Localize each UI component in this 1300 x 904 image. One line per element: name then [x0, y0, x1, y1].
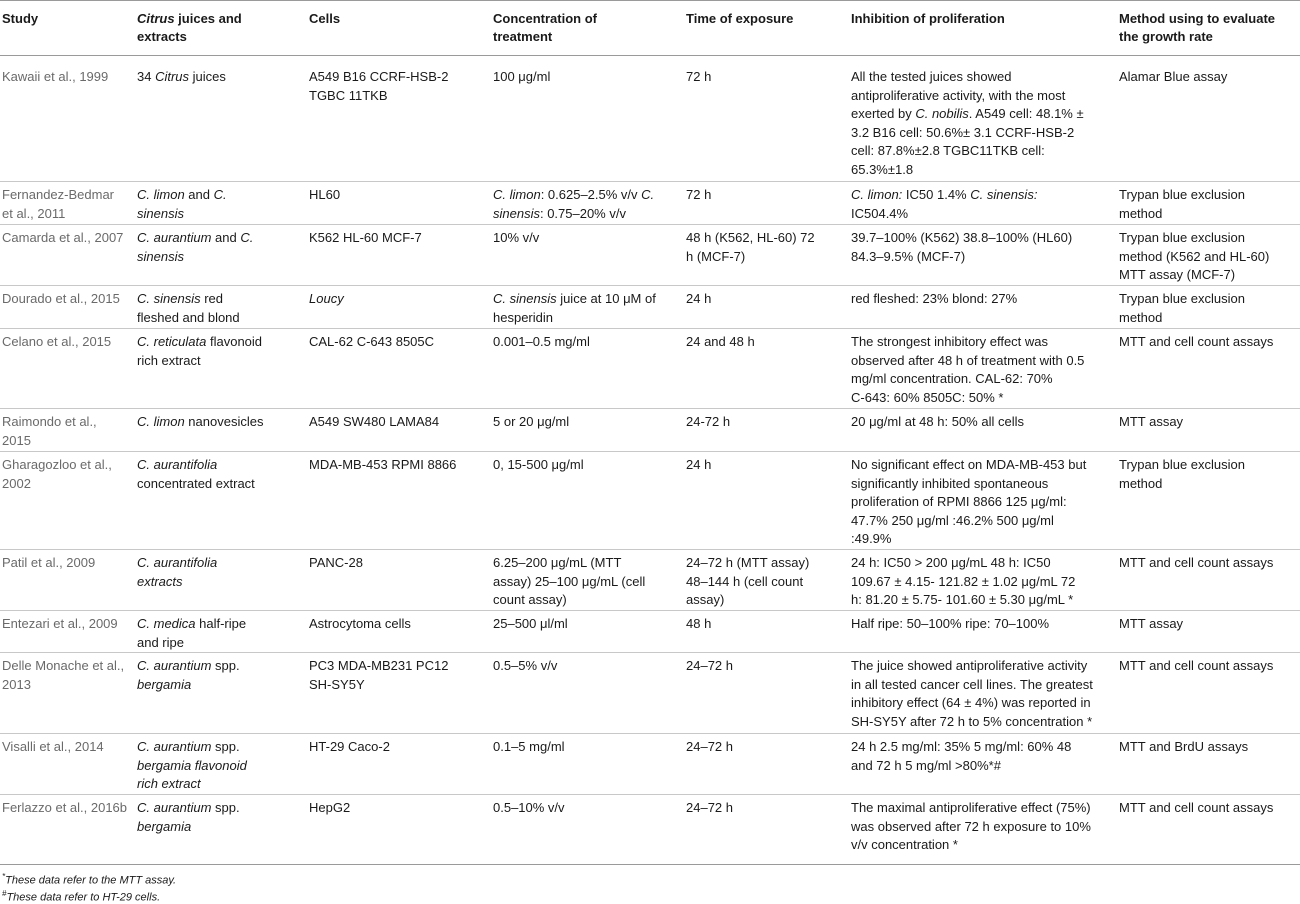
- row-divider: [0, 549, 1300, 550]
- cell-cells: MDA-MB-453 RPMI 8866: [309, 457, 457, 472]
- cell-time: 24 h: [686, 291, 712, 306]
- row-divider: [0, 224, 1300, 225]
- row-divider: [0, 328, 1300, 329]
- cell-juice: C. limon nanovesicles: [137, 414, 264, 429]
- cell-cells: HepG2: [309, 800, 351, 815]
- cell-study: Kawaii et al., 1999: [2, 69, 109, 84]
- cell-time: 24–72 h: [686, 739, 733, 754]
- cell-concentration: 5 or 20 μg/ml: [493, 414, 570, 429]
- cell-method: MTT and cell count assays: [1119, 800, 1274, 815]
- cell-juice: 34 Citrus juices: [137, 69, 226, 84]
- cell-study: Dourado et al., 2015: [2, 291, 120, 306]
- cell-time: 24 and 48 h: [686, 334, 755, 349]
- row-divider: [0, 451, 1300, 452]
- cell-cells: Loucy: [309, 291, 344, 306]
- cell-time: 24–72 h: [686, 800, 733, 815]
- cell-study: Raimondo et al., 2015: [2, 414, 97, 448]
- footnote-2-text: These data refer to HT-29 cells.: [6, 891, 161, 904]
- cell-concentration: C. sinensis juice at 10 μM of hesperidin: [493, 291, 656, 325]
- cell-inhibition: C. limon: IC50 1.4% C. sinensis: IC504.4%: [851, 187, 1038, 221]
- header-juices-italic: Citrus: [137, 11, 175, 26]
- bottom-rule: [0, 864, 1300, 865]
- cell-concentration: 100 μg/ml: [493, 69, 551, 84]
- cell-study: Gharagozloo et al., 2002: [2, 457, 112, 491]
- cell-juice: C. aurantium spp. bergamia flavonoid rich extract: [137, 739, 247, 791]
- row-divider: [0, 652, 1300, 653]
- cell-juice: C. aurantium spp. bergamia: [137, 658, 240, 692]
- cell-method: MTT assay: [1119, 616, 1184, 631]
- top-rule: [0, 0, 1300, 1]
- cell-juice: C. reticulata flavonoid rich extract: [137, 334, 263, 368]
- cell-cells: K562 HL-60 MCF-7: [309, 230, 422, 245]
- cell-cells: A549 SW480 LAMA84: [309, 414, 440, 429]
- cell-inhibition: No significant effect on MDA-MB-453 but significantly inhibited spontaneous proliferation of RPMI 8866 125 μg/ml: 47.7% 250 μg/ml :46.2% 500 μg/ml :49.9%: [851, 457, 1087, 546]
- cell-method: MTT assay: [1119, 414, 1184, 429]
- cell-study: Delle Monache et al., 2013: [2, 658, 125, 692]
- header-method: [1119, 10, 1275, 46]
- cell-cells: PC3 MDA-MB231 PC12 SH-SY5Y: [309, 658, 449, 692]
- header-juices-line2: extracts: [137, 29, 187, 44]
- cell-time: 24–72 h: [686, 658, 733, 673]
- row-divider: [0, 408, 1300, 409]
- cell-juice: C. sinensis red fleshed and blond: [137, 291, 240, 325]
- cell-cells: CAL-62 C-643 8505C: [309, 334, 435, 349]
- row-divider: [0, 285, 1300, 286]
- cell-concentration: 0.5–5% v/v: [493, 658, 558, 673]
- cell-juice: C. limon and C. sinensis: [137, 187, 227, 221]
- cell-juice: C. medica half-ripe and ripe: [137, 616, 247, 650]
- header-method-line1: Method using to evaluate: [1119, 11, 1276, 26]
- cell-study: Fernandez-Bedmar et al., 2011: [2, 187, 114, 221]
- cell-juice: C. aurantium and C. sinensis: [137, 230, 254, 264]
- cell-cells: HL60: [309, 187, 341, 202]
- cell-concentration: C. limon: 0.625–2.5% v/v C. sinensis: 0.75–20% v/v: [493, 187, 655, 221]
- cell-inhibition: Half ripe: 50–100% ripe: 70–100%: [851, 616, 1050, 631]
- footnote-1-text: These data refer to the MTT assay.: [5, 874, 177, 887]
- cell-method: MTT and cell count assays: [1119, 658, 1274, 673]
- cell-time: 24-72 h: [686, 414, 731, 429]
- cell-method: Alamar Blue assay: [1119, 69, 1228, 84]
- cell-concentration: 10% v/v: [493, 230, 540, 245]
- header-cells: Cells: [309, 11, 341, 26]
- header-conc-line2: treatment: [493, 29, 553, 44]
- cell-study: Celano et al., 2015: [2, 334, 112, 349]
- cell-inhibition: 24 h: IC50 > 200 μg/mL 48 h: IC50 109.67 ± 4.15- 121.82 ± 1.02 μg/mL 72 h: 81.20 ± 5.75- 101.60 ± 5.30 μg/mL *: [851, 555, 1076, 607]
- cell-concentration: 0.1–5 mg/ml: [493, 739, 565, 754]
- cell-time: 48 h (K562, HL-60) 72 h (MCF-7): [686, 230, 815, 264]
- header-inhibition: Inhibition of proliferation: [851, 11, 1005, 26]
- cell-concentration: 6.25–200 μg/mL (MTT assay) 25–100 μg/mL (cell count assay): [493, 555, 646, 607]
- cell-cells: PANC-28: [309, 555, 363, 570]
- cell-study: Visalli et al., 2014: [2, 739, 104, 754]
- header-conc-line1: Concentration of: [493, 11, 597, 26]
- header-time: Time of exposure: [686, 11, 794, 26]
- footnote-1: [2, 872, 176, 887]
- row-divider: [0, 610, 1300, 611]
- footnote-2-mark: #: [2, 889, 7, 898]
- cell-time: 72 h: [686, 187, 712, 202]
- header-study: Study: [2, 11, 39, 26]
- row-divider: [0, 181, 1300, 182]
- cell-inhibition: 24 h 2.5 mg/ml: 35% 5 mg/ml: 60% 48 and 72 h 5 mg/ml >80%*#: [851, 739, 1072, 773]
- cell-method: MTT and cell count assays: [1119, 555, 1274, 570]
- cell-method: MTT and BrdU assays: [1119, 739, 1249, 754]
- cell-inhibition: The juice showed antiproliferative activity in all tested cancer cell lines. The greatest inhibitory effect (64 ± 4%) was reported in SH-SY5Y after 72 h to 5% concentration *: [851, 658, 1093, 729]
- footnote-2: [2, 889, 160, 904]
- cell-inhibition: red fleshed: 23% blond: 27%: [851, 291, 1018, 306]
- cell-cells: A549 B16 CCRF-HSB-2 TGBC 11TKB: [309, 69, 449, 103]
- cell-study: Ferlazzo et al., 2016b: [2, 800, 128, 815]
- cell-method: Trypan blue exclusion method: [1119, 457, 1245, 491]
- cell-inhibition: The maximal antiproliferative effect (75%) was observed after 72 h exposure to 10% v/v concentration *: [851, 800, 1091, 852]
- cell-method: Trypan blue exclusion method (K562 and HL-60) MTT assay (MCF-7): [1119, 230, 1270, 282]
- cell-cells: Astrocytoma cells: [309, 616, 411, 631]
- row-divider: [0, 733, 1300, 734]
- cell-study: Entezari et al., 2009: [2, 616, 118, 631]
- cell-method: Trypan blue exclusion method: [1119, 291, 1245, 325]
- cell-method: Trypan blue exclusion method: [1119, 187, 1245, 221]
- cell-juice: C. aurantifolia extracts: [137, 555, 218, 589]
- cell-method: MTT and cell count assays: [1119, 334, 1274, 349]
- cell-study: Patil et al., 2009: [2, 555, 96, 570]
- cell-time: 24 h: [686, 457, 712, 472]
- footnote-1-mark: *: [2, 872, 6, 881]
- cell-juice: C. aurantifolia concentrated extract: [137, 457, 255, 491]
- cell-concentration: 0.5–10% v/v: [493, 800, 565, 815]
- cell-concentration: 0, 15-500 μg/ml: [493, 457, 584, 472]
- cell-concentration: 25–500 μl/ml: [493, 616, 568, 631]
- cell-inhibition: The strongest inhibitory effect was observed after 48 h of treatment with 0.5 mg/ml concentration. CAL-62: 70% C-643: 60% 8505C: 50% *: [851, 334, 1085, 405]
- header-juices: [137, 10, 242, 46]
- cell-time: 72 h: [686, 69, 712, 84]
- header-juices-rest: juices and: [174, 11, 242, 26]
- cell-inhibition: All the tested juices showed antiproliferative activity, with the most exerted by C. nobilis. A549 cell: 48.1% ± 3.2 B16 cell: 50.6%± 3.1 CCRF-HSB-2 cell: 87.8%±2.8 TGBC11TKB cell: 65.3%±1.8: [851, 69, 1084, 177]
- cell-study: Camarda et al., 2007: [2, 230, 124, 245]
- cell-time: 48 h: [686, 616, 712, 631]
- cell-time: 24–72 h (MTT assay) 48–144 h (cell count assay): [686, 555, 810, 607]
- cell-juice: C. aurantium spp. bergamia: [137, 800, 240, 834]
- header-rule: [0, 55, 1300, 56]
- row-divider: [0, 794, 1300, 795]
- cell-inhibition: 39.7–100% (K562) 38.8–100% (HL60) 84.3–9.5% (MCF-7): [851, 230, 1073, 264]
- header-method-line2: the growth rate: [1119, 29, 1213, 44]
- header-concentration: [493, 10, 597, 46]
- cell-inhibition: 20 μg/ml at 48 h: 50% all cells: [851, 414, 1024, 429]
- cell-cells: HT-29 Caco-2: [309, 739, 390, 754]
- cell-concentration: 0.001–0.5 mg/ml: [493, 334, 590, 349]
